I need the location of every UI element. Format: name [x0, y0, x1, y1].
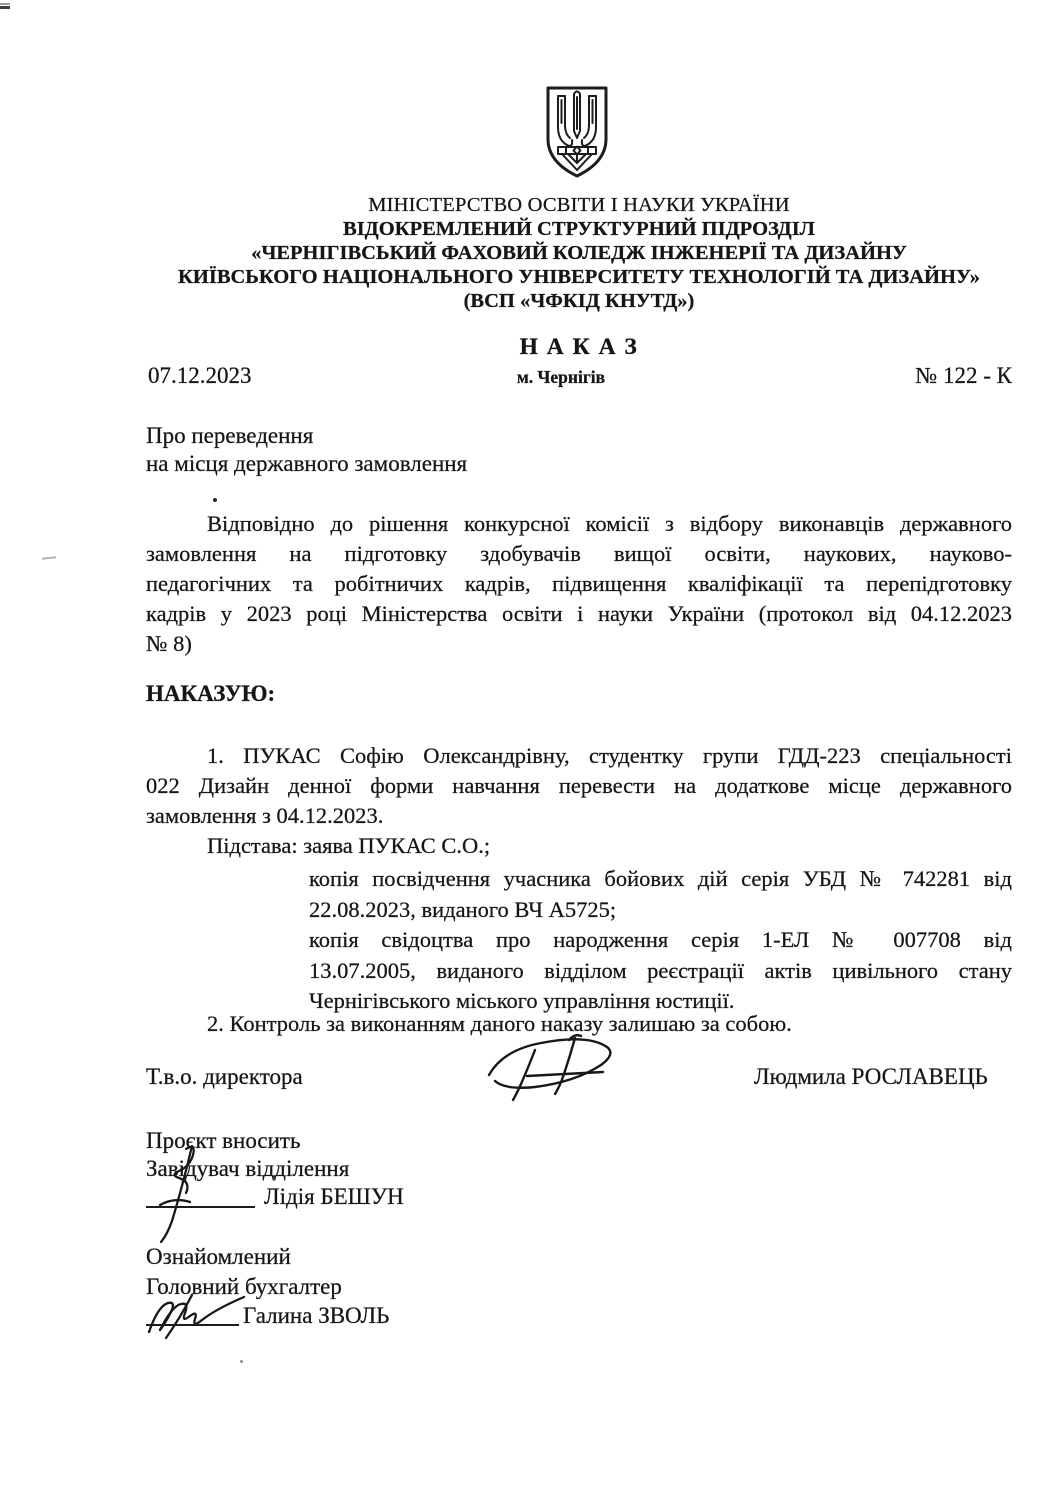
basis-document-2: копія свідоцтва про народження серія 1-ЕЛ № 007708 від 13.07.2005, виданого відділом реєстрації актів цивільного стану Чернігівського міського управління юстиції.	[309, 927, 1012, 1013]
project-title: Завідувач відділення	[146, 1156, 350, 1181]
division-line: ВІДОКРЕМЛЕНИЙ СТРУКТУРНИЙ ПІДРОЗДІЛ	[343, 218, 815, 240]
order-item-2: 2. Контроль за виконанням даного наказу залишаю за собою.	[207, 1011, 792, 1036]
chief-accountant-name: Галина ЗВОЛЬ	[243, 1303, 390, 1328]
project-intro-label: Проєкт вносить	[146, 1128, 301, 1153]
intro-paragraph: Відповідно до рішення конкурсної комісії з відбору виконавців державного замовлення на підготовку здобувачів вищої освіти, наукових, науково- педагогічних та робітничих кадрів, підвищення кваліфікації та перепідготовку кадрів у 2023 році Міністерства освіти і науки України (протокол від 04.12.2023 № 8)	[146, 511, 1012, 656]
order-subject	[146, 422, 706, 478]
signature-line	[146, 1324, 239, 1326]
decree-heading: НАКАЗУЮ:	[146, 681, 276, 706]
scan-artifact-corner-line2	[0, 6, 10, 9]
director-signature	[483, 1030, 618, 1102]
college-name-line1: «ЧЕРНІГІВСЬКИЙ ФАХОВИЙ КОЛЕДЖ ІНЖЕНЕРІЇ ТА ДИЗАЙНУ	[251, 242, 907, 264]
acknowledged-label: Ознайомлений	[146, 1244, 291, 1269]
scan-artifact-dot-bottom	[240, 1360, 243, 1363]
college-abbreviation: (ВСП «ЧФКІД КНУТД»)	[463, 290, 695, 312]
order-number: № 122 - К	[915, 363, 1012, 388]
basis-line: Підстава: заява ПУКАС С.О.;	[207, 833, 491, 858]
director-title: Т.в.о. директора	[146, 1064, 303, 1089]
scan-artifact-dash	[42, 556, 56, 559]
director-name: Людмила РОСЛАВЕЦЬ	[754, 1064, 988, 1089]
order-date: 07.12.2023	[148, 363, 252, 388]
chief-accountant-title: Головний бухгалтер	[146, 1274, 342, 1299]
scan-artifact-corner-line	[0, 3, 10, 5]
order-title: Н А К А З	[519, 334, 639, 360]
trident-icon	[544, 85, 610, 179]
letterhead	[146, 193, 1012, 313]
order-item-1: 1. ПУКАС Софію Олександрівну, студентку групи ГДД-223 спеціальності 022 Дизайн денної форми навчання перевести на додаткове місце державного замовлення з 04.12.2023.	[146, 743, 1012, 828]
basis-document-1: копія посвідчення учасника бойових дій серія УБД № 742281 від 22.08.2023, виданого ВЧ А5725;	[309, 866, 1012, 922]
head-of-department-signature	[152, 1143, 214, 1243]
signature-line	[146, 1206, 255, 1208]
scan-artifact-dot	[213, 498, 217, 502]
chief-accountant-signature	[146, 1290, 251, 1340]
ministry-name: МІНІСТЕРСТВО ОСВІТИ І НАУКИ УКРАЇНИ	[368, 194, 790, 216]
subject-line1: Про переведення	[146, 423, 314, 448]
subject-line2: на місця державного замовлення	[146, 451, 468, 476]
order-place: м. Чернігів	[516, 367, 606, 387]
college-name-line2: КИЇВСЬКОГО НАЦІОНАЛЬНОГО УНІВЕРСИТЕТУ ТЕХНОЛОГІЙ ТА ДИЗАЙНУ»	[178, 266, 980, 288]
head-of-department-name: Лідія БЕШУН	[264, 1184, 404, 1209]
coat-of-arms-emblem	[544, 85, 610, 179]
